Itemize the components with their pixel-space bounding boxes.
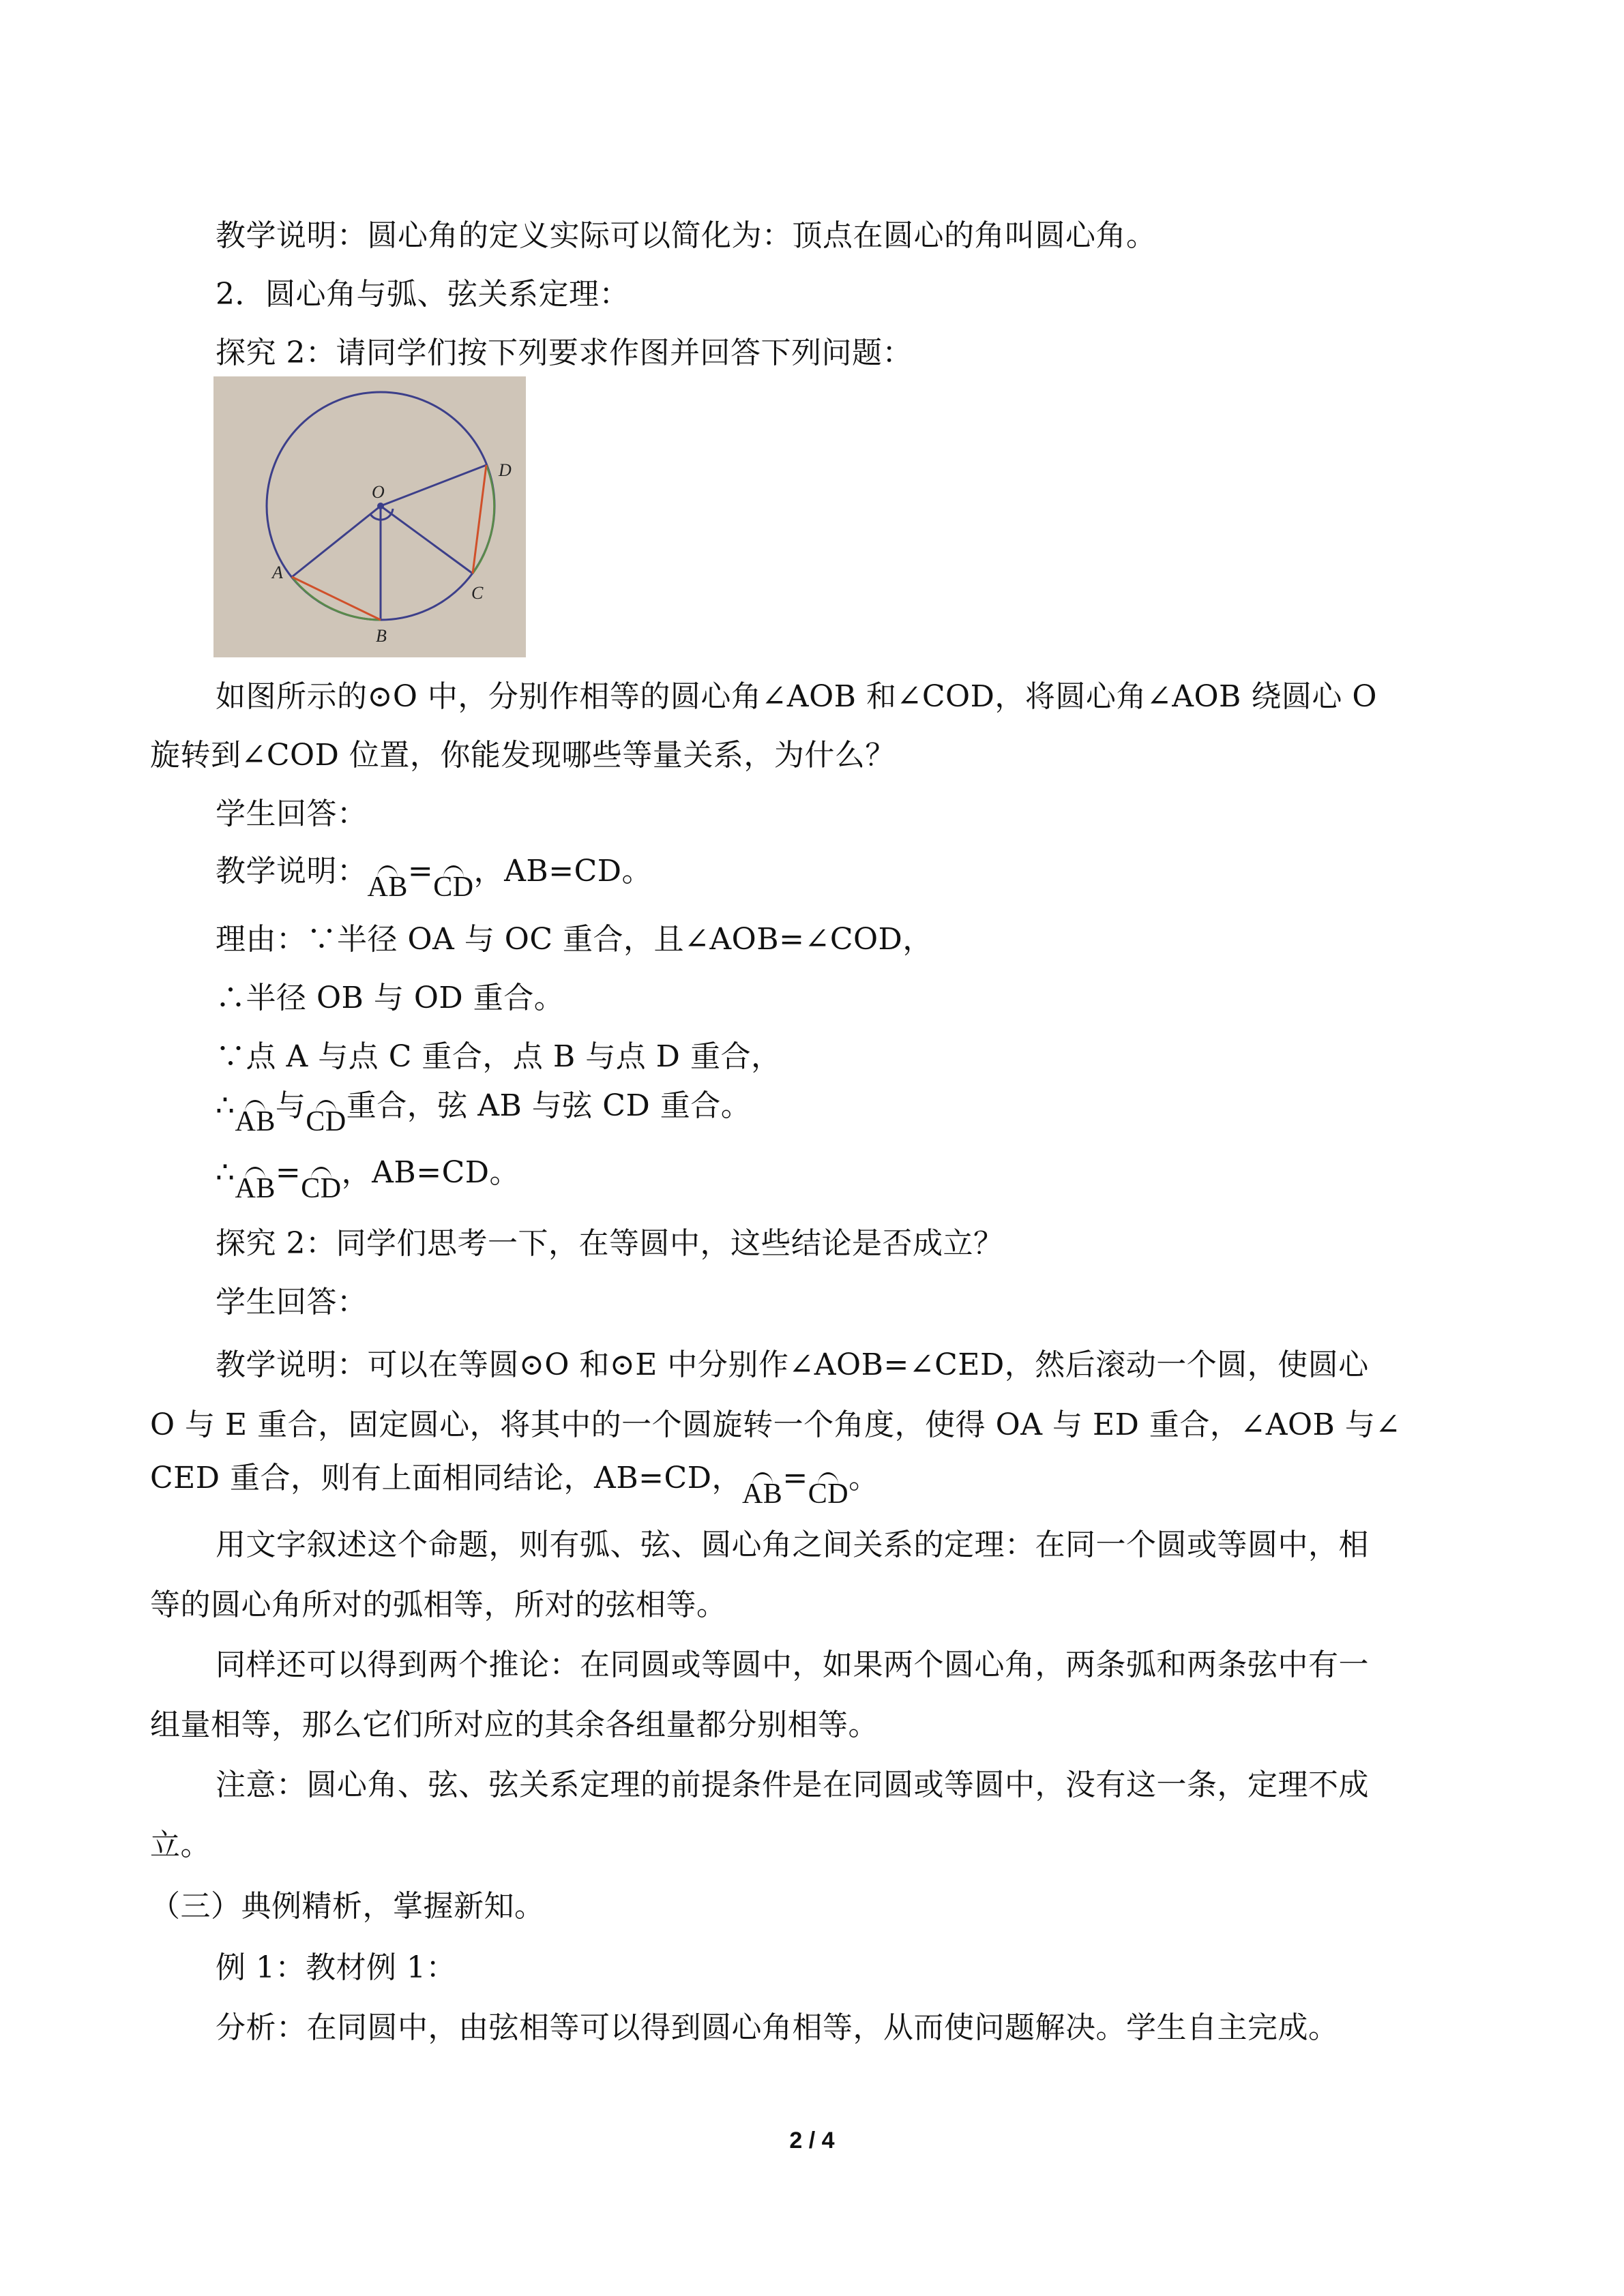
circle-figure (213, 376, 526, 657)
arc-cd-symbol: CD (301, 1165, 341, 1202)
student-answer-label-1: 学生回答： (216, 796, 368, 831)
teaching-note-arcs-equal (216, 852, 652, 901)
reason-line-5 (216, 1154, 520, 1202)
note-line1: 注意：圆心角、弦、弦关系定理的前提条件是在同圆或等圆中，没有这一条，定理不成 (216, 1768, 1369, 1802)
therefore-symbol: ∴ (216, 1088, 235, 1123)
text-prefix: CED 重合，则有上面相同结论，AB=CD， (150, 1461, 742, 1495)
arc-cd-symbol: CD (433, 864, 473, 901)
text-suffix: 重合，弦 AB 与弦 CD 重合。 (346, 1088, 752, 1123)
therefore-symbol: ∴ (216, 1155, 235, 1190)
text-suffix: 。 (848, 1461, 879, 1495)
page-number: 2 / 4 (789, 2128, 835, 2153)
theorem-statement-line1: 用文字叙述这个命题，则有弧、弦、圆心角之间关系的定理：在同一个圆或等圆中，相 (216, 1527, 1369, 1562)
paragraph-explore-2-equal-circles: 探究 2：同学们思考一下，在等圆中，这些结论是否成立？ (216, 1226, 1004, 1261)
text-suffix: ，AB=CD。 (341, 1155, 520, 1190)
student-answer-label-2: 学生回答： (216, 1285, 368, 1320)
label-o: O (372, 482, 385, 502)
corollary-line1: 同样还可以得到两个推论：在同圆或等圆中，如果两个圆心角，两条弧和两条弦中有一 (216, 1648, 1369, 1682)
label-d: D (499, 460, 512, 480)
reason-line-3: ∵点 A 与点 C 重合，点 B 与点 D 重合， (216, 1039, 782, 1074)
reason-line-4 (216, 1087, 751, 1135)
label-a: A (272, 563, 283, 582)
paragraph-explore-2: 探究 2：请同学们按下列要求作图并回答下列问题： (216, 336, 913, 370)
reason-line-2: ∴半径 OB 与 OD 重合。 (216, 981, 565, 1015)
equals-sign: = (782, 1461, 808, 1495)
label-b: B (376, 626, 387, 646)
note-line2: 立。 (150, 1828, 211, 1862)
text-prefix: 教学说明： (216, 854, 368, 889)
section-heading-2: 2．圆心角与弧、弦关系定理： (216, 277, 630, 312)
teaching-note-equal-circles-line1: 教学说明：可以在等圆⊙O 和⊙E 中分别作∠AOB=∠CED，然后滚动一个圆，使圆心 (216, 1347, 1369, 1382)
teaching-note-equal-circles-line2: O 与 E 重合，固定圆心，将其中的一个圆旋转一个角度，使得 OA 与 ED 重合，∠AOB 与∠ (150, 1407, 1401, 1442)
arc-ab-symbol: AB (235, 1165, 276, 1202)
paragraph-teaching-note-1: 教学说明：圆心角的定义实际可以简化为：顶点在圆心的角叫圆心角。 (216, 218, 1157, 253)
corollary-line2: 组量相等，那么它们所对应的其余各组量都分别相等。 (150, 1708, 879, 1742)
teaching-note-equal-circles-line3 (150, 1459, 879, 1508)
example-1-heading: 例 1：教材例 1： (216, 1950, 456, 1985)
center-point (377, 503, 384, 509)
arc-ab-symbol: AB (235, 1099, 276, 1135)
text-suffix: ，AB=CD。 (473, 854, 653, 889)
arc-ab-symbol: AB (368, 864, 408, 901)
text-with: 与 (275, 1088, 306, 1123)
example-1-analysis: 分析：在同圆中，由弦相等可以得到圆心角相等，从而使问题解决。学生自主完成。 (216, 2010, 1339, 2045)
theorem-statement-line2: 等的圆心角所对的弧相等，所对的弦相等。 (150, 1587, 727, 1622)
label-c: C (471, 583, 484, 603)
paragraph-figure-desc-line2: 旋转到∠COD 位置，你能发现哪些等量关系，为什么？ (150, 738, 896, 773)
section-heading-3: （三）典例精析，掌握新知。 (150, 1889, 545, 1924)
arc-cd-symbol: CD (808, 1471, 848, 1508)
equals-sign: = (275, 1155, 301, 1190)
reason-line-1: 理由：∵半径 OA 与 OC 重合，且∠AOB=∠COD， (216, 922, 933, 957)
arc-cd-symbol: CD (306, 1099, 346, 1135)
equals-sign: = (407, 854, 434, 889)
arc-ab-symbol: AB (742, 1471, 782, 1508)
paragraph-figure-desc-line1: 如图所示的⊙O 中，分别作相等的圆心角∠AOB 和∠COD，将圆心角∠AOB 绕圆心 O (216, 679, 1377, 714)
